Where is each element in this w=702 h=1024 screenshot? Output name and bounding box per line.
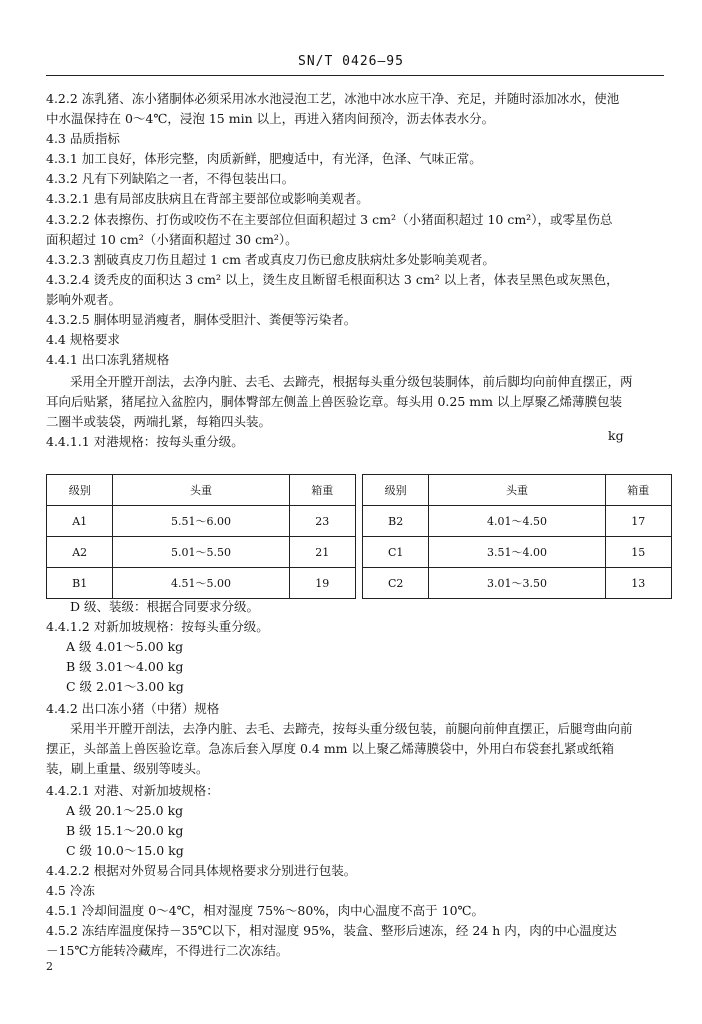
text-line: 采用半开膛开剖法，去净内脏、去毛、去蹄壳，按每头重分级包装，前腿向前伸直摆正，后腿弯曲向前 [70, 721, 633, 736]
table-unit: kg [608, 428, 624, 443]
text-line: 4.2.2 冻乳猪、冻小猪胴体必须采用冰水池浸泡工艺，冰池中冰水应干净、充足，并随时添加冰水，使池 [46, 91, 620, 106]
table-cell: 23 [289, 506, 355, 537]
text-line: 4.3 品质指标 [46, 131, 120, 146]
table-cell: 13 [605, 568, 671, 599]
table-cell: 4.01～4.50 [429, 506, 605, 537]
text-line: 4.4.1 出口冻乳猪规格 [46, 352, 170, 367]
page-header: SN/T 0426—95 [298, 54, 404, 69]
text-line: 4.4.2.2 根据对外贸易合同具体规格要求分别进行包装。 [46, 863, 357, 878]
text-line: 4.3.2.1 患有局部皮肤病且在背部主要部位或影响美观者。 [46, 191, 369, 206]
text-line: 4.3.2.3 割破真皮刀伤且超过 1 cm 者或真皮刀伤已愈皮肤病灶多处影响美观者。 [46, 252, 495, 267]
text-line: 采用全开膛开剖法，去净内脏、去毛、去蹄壳，根据每头重分级包装胴体，前后脚均向前伸直摆正，两 [70, 374, 633, 389]
table-cell: 4.51～5.00 [113, 568, 289, 599]
text-line: 摆正，头部盖上兽医验讫章。急冻后套入厚度 0.4 mm 以上聚乙烯薄膜袋中，外用白布袋套扎紧或纸箱 [46, 741, 615, 756]
table-header-cell: 箱重 [289, 475, 355, 506]
text-line: 面积超过 10 cm²（小猪面积超过 30 cm²）。 [46, 232, 298, 247]
text-line: A 级 4.01～5.00 kg [66, 639, 184, 654]
table-row [47, 537, 672, 568]
table-cell: 5.01～5.50 [113, 537, 289, 568]
text-line: 4.4 规格要求 [46, 332, 120, 347]
text-line: 4.5 冷冻 [46, 883, 95, 898]
table-header-cell: 头重 [113, 475, 289, 506]
text-line: B 级 15.1～20.0 kg [66, 823, 184, 838]
table-row [47, 506, 672, 537]
text-line: 二圈半或装袋，两端扎紧，每箱四头装。 [46, 414, 272, 429]
text-line: 4.3.2.2 体表擦伤、打伤或咬伤不在主要部位但面积超过 3 cm²（小猪面积超过 10 cm²），或零星伤总 [46, 212, 613, 227]
text-line: 中水温保持在 0～4℃，浸泡 15 min 以上，再进入猪肉间预冷，沥去体表水分。 [46, 111, 495, 126]
table-cell: B1 [47, 568, 113, 599]
table-cell: 21 [289, 537, 355, 568]
table-cell: 3.01～3.50 [429, 568, 605, 599]
table-header-cell: 箱重 [605, 475, 671, 506]
table-gap [355, 537, 362, 568]
table-cell: C2 [362, 568, 428, 599]
text-line: 4.3.2 凡有下列缺陷之一者，不得包装出口。 [46, 171, 295, 186]
table-gap [355, 475, 362, 506]
text-line: 装，刷上重量、级别等唛头。 [46, 761, 209, 776]
table-header-cell: 头重 [429, 475, 605, 506]
table-cell: 5.51～6.00 [113, 506, 289, 537]
text-line: 影响外观者。 [46, 292, 122, 307]
text-line: C 级 2.01～3.00 kg [66, 679, 184, 694]
table-gap [355, 506, 362, 537]
table-cell: A2 [47, 537, 113, 568]
text-line: 4.5.1 冷却间温度 0～4℃，相对湿度 75%～80%，肉中心温度不高于 10℃。 [46, 903, 485, 918]
text-line: C 级 10.0～15.0 kg [66, 843, 184, 858]
table-header-cell: 级别 [362, 475, 428, 506]
text-line: 4.4.2.1 对港、对新加坡规格： [46, 783, 219, 798]
text-line: A 级 20.1～25.0 kg [66, 803, 184, 818]
table-cell: 3.51～4.00 [429, 537, 605, 568]
text-line: 4.4.2 出口冻小猪（中猪）规格 [46, 701, 220, 716]
table-header-row [47, 475, 672, 506]
table-cell: 19 [289, 568, 355, 599]
text-line: 4.5.2 冻结库温度保持－35℃以下，相对湿度 95%，装盒、整形后速冻，经 24 h 内，肉的中心温度达 [46, 923, 617, 938]
table-header-cell: 级别 [47, 475, 113, 506]
spec-table [46, 474, 672, 599]
text-line: 4.3.2.5 胴体明显消瘦者，胴体受胆汁、粪便等污染者。 [46, 312, 357, 327]
text-line: D 级、装级：根据合同要求分级。 [70, 599, 259, 614]
header-rule [46, 75, 664, 76]
text-line: 耳向后贴紧，猪尾拉入盆腔内，胴体臀部左侧盖上兽医验讫章。每头用 0.25 mm 以上厚聚乙烯薄膜包装 [46, 394, 622, 409]
table-cell: A1 [47, 506, 113, 537]
table-row [47, 568, 672, 599]
text-line: B 级 3.01～4.00 kg [66, 659, 184, 674]
table-cell: C1 [362, 537, 428, 568]
table-cell: B2 [362, 506, 428, 537]
table-cell: 17 [605, 506, 671, 537]
text-line: 4.4.1.1 对港规格：按每头重分级。 [46, 434, 244, 449]
table-gap [355, 568, 362, 599]
table-cell: 15 [605, 537, 671, 568]
text-line: 4.3.2.4 烫秃皮的面积达 3 cm² 以上，烫生皮且断留毛根面积达 3 cm² 以上者，体表呈黑色或灰黑色， [46, 272, 619, 287]
page-number: 2 [46, 960, 53, 973]
text-line: 4.4.1.2 对新加坡规格：按每头重分级。 [46, 619, 269, 634]
text-line: 4.3.1 加工良好，体形完整，肉质新鲜，肥瘦适中，有光泽，色泽、气味正常。 [46, 151, 482, 166]
text-line: －15℃方能转冷藏库，不得进行二次冻结。 [46, 943, 289, 958]
